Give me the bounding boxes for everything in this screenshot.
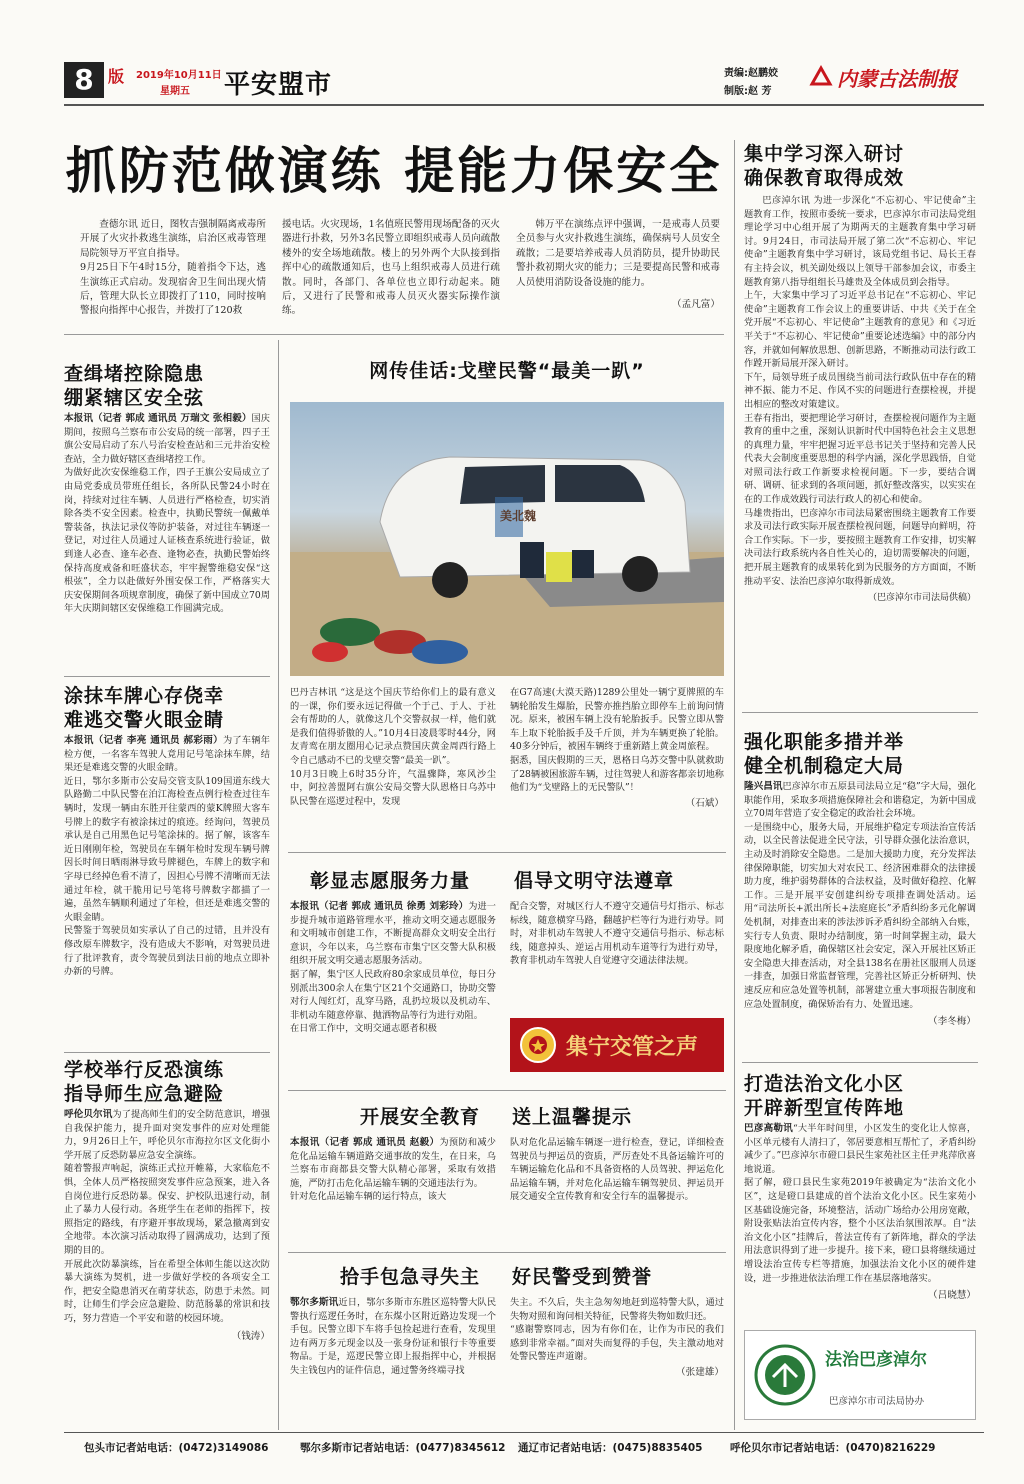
lead-col3-text: 韩万平在演练点评中强调，一是戒毒人员要全员参与火灾扑救逃生演练，确保病号人员安全疏散；二是要培养戒毒人员消防员，提升协助民警扑救初期火灾的能力；三是要提高民警和戒毒人员使用消防设备设施的能力。 — [516, 219, 720, 288]
photo-story-signature: （石斌） — [685, 797, 724, 809]
center-divider-3 — [288, 1252, 726, 1253]
footer-ordos: 鄂尔多斯市记者站电话：(0477)8345612 — [300, 1442, 506, 1454]
left3-body — [64, 1108, 270, 1326]
photo-story-col1: 巴丹吉林讯 “这是这个国庆节给你们上的最有意义的一课，你们要永远记得做一个于己、于人、于社会有帮助的人，就像这几个交警叔叔一样，他们就是我们值得骄傲的人。”10月4日凌晨零时44分，网友青鸾在朋友圈用心记录点赞国庆黄金周西行路上令自己感动不已的戈壁交警“最美一趴”。 10月3日晚上6时35分许，气温骤降，寒风沙尘中，阿拉善盟阿右旗公安局交警大队恩格日乌苏中队民警在巡逻过程中，发现 — [290, 687, 496, 807]
lost-col1-text: 近日，鄂尔多斯市东胜区巡特警大队民警执行巡逻任务时，在东煤小区附近路边发现一个手包。民警立即下车将手包捡起进行查看，发现里边有两万多元现金以及一张身份证和银行卡等重要物品。于是，巡逻民警立即上报指挥中心，并根据失主钱包内的证件信息，通过警务终端寻找 — [290, 1297, 497, 1376]
issue-date: 2019年10月11日 — [136, 70, 222, 81]
editor-name: 赵鹏姣 — [748, 68, 778, 79]
right3-byline: 巴彦高勒讯 — [744, 1123, 793, 1134]
editor-label: 责编: — [724, 68, 748, 79]
left2-byline: 本报讯（记者 李亮 通讯员 郝彩雨） — [64, 735, 223, 746]
justice-emblem-icon — [753, 1343, 817, 1407]
left3-byline: 呼伦贝尔讯 — [64, 1109, 113, 1120]
lost-col2-text: 失主。不久后，失主急匆匆地赶到巡特警大队，通过失物对照和询问相关特征，民警将失物如数归还。 “感谢警察同志，因为有你们在，让作为市民的我们感到非常幸福。”面对失而复得的手包，失主激动地对处警民警连声道谢。 — [510, 1297, 724, 1363]
lost-col2 — [510, 1296, 724, 1380]
law-bayannur-sub: 巴彦淖尔市司法局协办 — [829, 1396, 925, 1407]
left-divider-2 — [64, 1052, 270, 1053]
lead-col2-text: 援电话。火灾现场，1名值班民警用现场配备的灭火器进行扑救，另外3名民警立即组织戒毒人员向疏散楼外的安全场地疏散。楼上的另外两个大队接到指挥中心的疏散通知后，也马上组织戒毒人员进行疏散。同时，各部门、各单位也立即行动起来。随后，又进行了民警和戒毒人员灭火器实际操作演练。 — [282, 219, 500, 317]
left-column-rule — [278, 340, 279, 1430]
header-rule — [64, 104, 984, 106]
left2-title1: 涂抹车牌心存侥幸 — [64, 685, 225, 707]
left1-byline: 本报讯（记者 郭成 通讯员 万瑞文 张相毅） — [64, 413, 252, 424]
newspaper-logo — [809, 62, 984, 92]
center-divider-1 — [288, 852, 726, 853]
left2-text: 为了车辆年检方便，一名客车驾驶人竟用记号笔涂抹车牌，结果还是难逃交警的火眼金睛。 近日，鄂尔多斯市公安局交管支队109国道东线大队路勤二中队民警在泊江海检查点例行检查过往车辆时，发现一辆由东胜开往蒙西的蒙K牌照大客车号牌上的数字有被涂抹过的痕迹。经询问，驾驶员承认是自己用黑色记号笔涂抹的。据了解，该客车近日刚刚年检，驾驶员在车辆年检时发现车辆号牌因长时间日晒雨淋导致号牌褪色，车牌上的数字和字母已经掉色看不清了，因担心号牌不清晰而无法通过年检，就干脆用记号笔将号牌数字都描了一遍，虽然车辆顺利通过了年检，但还是难逃交警的火眼金睛。 民警鉴于驾驶员如实承认了自己的过错，且并没有修改原车牌数字，没有造成大不影响，对驾驶员进行了批评教育，责令驾驶员到法日前的地点立即补办新的号牌。 — [64, 735, 270, 978]
right-top-title2: 确保教育取得成效 — [744, 167, 905, 189]
volunteer-title: 彰显志愿服务力量 — [310, 870, 471, 892]
lead-col1 — [80, 218, 266, 319]
police-badge-icon — [518, 1025, 558, 1065]
right-top-article — [744, 142, 976, 603]
left3-signature: （钱涛） — [231, 1330, 270, 1342]
issue-weekday: 星期五 — [160, 86, 190, 97]
center-divider-2 — [288, 1090, 726, 1091]
right3-text: “大半年时间里，小区发生的变化让人惊喜，小区单元楼有人清扫了，邻居要意相互帮忙了，矛盾纠纷减少了。”巴彦淖尔市磴口县民生家苑社区主任尹兆萍欣喜地说道。 据了解，磴口县民生家苑2019年被确定为“法治文化小区”，这是磴口县建成的首个法治文化小区。民生家苑小区基础设施完备，环境整洁，活动广场给办公用房宽敞，附设张贴法治宣传内容，整个小区法治氛围浓厚。自“法治文化小区”挂牌后，普法宣传有了新阵地，群众的学法用法意识得到了进一步提升。接下来，磴口县将继续通过增设法治宣传专栏等措施，加强法治文化小区的硬件建设，进一步推进依法治理工作在基层落地落实。 — [744, 1123, 977, 1284]
right-article-3 — [744, 1072, 976, 1301]
photo-story-col2 — [510, 686, 724, 810]
volunteer-col1-text: 为进一步提升城市道路管理水平，推动文明交通志愿服务和文明城市创建工作，不断提高群众文明安全出行意识，今年以来，乌兰察布市集宁区交警大队积极组织开展文明交通志愿服务活动。 据了解，集宁区人民政府80余家成员单位，每日分别派出300余人在集宁区21个交通路口，协助交警对行人闯红灯，乱穿马路，乱扔垃圾以及机动车、非机动车随意停靠、抛洒物品等行为进行劝阻。 在日常工作中，文明交通志愿者积极 — [290, 901, 496, 1035]
lead-col3 — [516, 218, 720, 312]
news-photo-illustration — [290, 402, 724, 676]
left-article-3 — [64, 1058, 270, 1342]
news-photo — [290, 402, 724, 676]
safety-title: 开展安全教育 — [360, 1106, 481, 1128]
left1-title1: 查缉堵控除隐患 — [64, 363, 205, 385]
lost-signature: （张建雄） — [676, 1366, 724, 1378]
left1-body — [64, 412, 270, 616]
left1-title2: 绷紧辖区安全弦 — [64, 387, 205, 409]
left1-text: 国庆期间，按照乌兰察布市公安局的统一部署，四子王旗公安局启动了东八号治安检查站和三元井治安检查站，全力做好辖区查缉堵控工作。 为做好此次安保维稳工作，四子王旗公安局成立了由局党委成员带班任组长，各所队民警24小时在岗，持续对过往车辆、人员进行严格检查，切实消除各类不安全因素。检查中，执勤民警统一佩戴单警装备，执法记录仪等防护装备，对过往车辆逐一登记，对过往人员通过人证核查系统进行验证，做到逢人必查、逢车必查、逢物必查，执勤民警始终保持高度戒备和旺盛状态，牢牢握警维稳安保“这根弦”，全力以赴做好外围安保工作，严格落实大庆安保期间各项规章制度，确保了新中国成立70周年大庆期间辖区安保维稳工作圆满完成。 — [64, 413, 270, 615]
lost-title: 拾手包急寻失主 — [340, 1266, 481, 1288]
safety-title-right: 送上温馨提示 — [512, 1106, 633, 1128]
jining-traffic-banner — [510, 1018, 724, 1072]
footer-baotou: 包头市记者站电话：(0472)3149086 — [84, 1442, 269, 1454]
lead-headline: 抓防范做演练 提能力保安全 — [65, 142, 723, 200]
newspaper-name: 内蒙古法制报 — [837, 67, 957, 91]
right-divider-2 — [742, 1062, 978, 1063]
volunteer-col2: 配合交警，对城区行人不遵守交通信号灯指示、标志标线，随意横穿马路，翻越护栏等行为进行劝导。同时，对非机动车驾驶人不遵守交通信号指示、标志标线，随意掉头、逆运占用机动车道等行为进行劝导，教育非机动车驾驶人自觉遵守交通法律法规。 — [510, 901, 724, 967]
right3-title1: 打造法治文化小区 — [744, 1073, 905, 1095]
right-article-2 — [744, 730, 976, 1027]
footer-tongliao: 通辽市记者站电话：(0475)8835405 — [518, 1442, 703, 1454]
volunteer-title-right: 倡导文明守法遵章 — [514, 870, 675, 892]
left-article-1 — [64, 362, 270, 616]
right2-body — [744, 780, 976, 1011]
right3-signature: （吕晓慧） — [928, 1290, 976, 1302]
right-column-rule — [734, 140, 735, 1430]
law-bayannur-title: 法治巴彦淖尔 — [825, 1350, 927, 1370]
footer-hulunbuir: 呼伦贝尔市记者站电话：(0470)8216229 — [730, 1442, 936, 1454]
left3-title2: 指导师生应急避险 — [64, 1083, 225, 1105]
footer — [84, 1440, 984, 1460]
producer-label: 制版: — [724, 86, 748, 97]
right-top-title1: 集中学习深入研讨 — [744, 143, 905, 165]
van-text: 美北魏 — [500, 509, 537, 523]
lost-byline: 鄂尔多斯讯 — [290, 1297, 339, 1308]
right3-title2: 开辟新型宣传阵地 — [744, 1097, 905, 1119]
photo-story-col2-text: 在G7高速(大漠天路)1289公里处一辆宁夏牌照的车辆轮胎发生爆胎，民警亦推挡胎立即停车上前询问情况。原来，被困车辆上没有轮胎扳手。民警立即从警车上取下轮胎扳手及千斤顶，并为车辆更换了轮胎。40多分钟后，被困车辆终于重新踏上黄金周旅程。 据悉，国庆假期的三天，恩格日乌苏交警中队就救助了28辆被困旅游车辆，过往驾驶人和游客都亲切地称他们为“戈壁路上的无民警队”！ — [510, 687, 724, 794]
right-top-body: 巴彦淖尔讯 为进一步深化“不忘初心、牢记使命”主题教育工作，按照市委统一要求，巴彦淖尔市司法局党组理论学习中心组开展了为期两天的主题教育集中学习研讨。9月24日，市司法局开展了第二次“不忘初心、牢记使命”主题教育集中学习研讨，该局党组书记、局长王春有主持会议，机关副处级以上领导干部参加会议，市委主题教育第八指导组组长马雄贵及全体成员到会指导。 上午，大家集中学习了习近平总书记在“不忘初心、牢记使命”主题教育工作会议上的重要讲话、中共《关于在全党开展“不忘初心、牢记使命”主题教育的意见》和《习近平关于“不忘初心、牢记使命”重要论述选编》中的部分内容，并就如何解放思想、创新思路，不断推动司法行政工作蹚开新局展开深入研讨。 下午，局领导班子成员围绕当前司法行政队伍中存在的精神不振、能力不足、作风不实的问题进行查摆检视，并提出相应的整改对策建议。 王春有指出，要把理论学习研讨，查摆检视问题作为主题教育的重中之重，深刻认识新时代中国特色社会主义思想的真理力量，牢牢把握习近平总书记关于坚持和完善人民代表大会制度重要思想的科学内涵，深化学思践悟，自觉对照司法行政工作新要求检视问题。下一步，要结合调研、调研、征求到的各项问题，抓好整改落实，以实实在在的工作成效践行司法行政人的初心和使命。 马雄贵指出，巴彦淖尔市司法局紧密围绕主题教育工作要求及司法行政实际开展查摆检视问题，问题导向鲜明，符合工作实际。下一步，要按照主题教育工作安排，切实解决司法行政系统内各自性关心的，迫切需要解决的问题，把开展主题教育的成果转化到为民服务的方方面面，不断推动平安、法治巴彦淖尔取得新成效。 — [744, 195, 976, 587]
producer-name: 赵 芳 — [748, 86, 772, 97]
lost-col1 — [290, 1296, 496, 1378]
lead-signature: （孟凡富） — [672, 299, 720, 311]
right-divider-1 — [742, 712, 978, 713]
law-bayannur-logo-box — [744, 1330, 976, 1420]
safety-col2: 队对危化品运输车辆逐一进行检查，登记，详细检查驾驶员与押运员的资质，严厉查处不具备运输许可的车辆运输危化品和不具备资格的人员驾驶、押运危化品运输车辆，并对危化品运输车辆驾驶员、押运员开展交通安全宣传教育和安全行车的温馨提示。 — [510, 1137, 724, 1203]
lead-col2 — [282, 218, 500, 319]
editor-credit — [724, 64, 778, 79]
lead-col1-text: 查德尔讯 近日，图牧吉强制隔离戒毒所开展了火灾扑救逃生演练，启治区戒毒管理局院领导万平宣自指导。 9月25日下午4时15分，随着指令下达，逃生演练正式启动。发现宿舍卫生间出现火情后，管理大队长立即拨打了110，同时按响警报向指挥中心报告，并拨打了120救 — [80, 219, 266, 317]
right2-title2: 健全机制稳定大局 — [744, 755, 905, 777]
page-header — [64, 62, 984, 108]
left3-title1: 学校举行反恐演练 — [64, 1059, 225, 1081]
right3-body — [744, 1122, 976, 1285]
left2-title2: 难逃交警火眼金睛 — [64, 709, 225, 731]
section-title: 平安盟市 — [224, 70, 333, 100]
lead-bottom-rule — [64, 334, 724, 335]
right2-signature: （李冬梅） — [928, 1016, 976, 1028]
left2-body — [64, 734, 270, 979]
left-article-2 — [64, 684, 270, 979]
left3-text: 为了提高师生们的安全防范意识，增强自我保护能力，提升面对突发事件的应对处理能力，9月26日上午，呼伦贝尔市海拉尔区文化街小学开展了反恐防暴应急安全演练。 随着警报声响起，演练正式拉开帷幕，大家临危不惧，全体人员严格按照突发事件应急预案，进入各自岗位进行反恐防暴。保安、护校队迅速行动，制止了暴力人侵行动。各班学生在老师的指挥下，按照指定的路线，有序避开事故现场，紧急撤离到安全地带。本次演习活动取得了圆满成功，达到了预期的目的。 开展此次防暴演练，旨在希望全体师生能以这次防暴大演练为契机，进一步做好学校的各项安全工作，把安全隐患消灭在萌芽状态，防患于未然。同时，让师生们学会应急避险、防范肠暴的常识和技巧，努力营造一个平安和谐的校园环境。 — [64, 1109, 271, 1324]
page-number: 8 — [64, 62, 104, 98]
volunteer-byline: 本报讯（记者 郭成 通讯员 徐勇 刘彩玲） — [290, 901, 469, 912]
footer-rule — [64, 1432, 984, 1433]
photo-story-title: 网传佳话:戈壁民警“最美一趴” — [369, 360, 645, 382]
lost-title-right: 好民警受到赞誉 — [512, 1266, 653, 1288]
safety-byline: 本报讯（记者 郭成 通讯员 赵毅） — [290, 1137, 440, 1148]
lost-article — [290, 1258, 724, 1288]
newspaper-logo-icon — [809, 64, 833, 88]
left-divider-1 — [64, 676, 270, 677]
safety-article — [290, 1098, 724, 1128]
right2-title1: 强化职能多措并举 — [744, 731, 905, 753]
page-ban: 版 — [108, 67, 125, 86]
right2-text: 巴彦淖尔市五原县司法局立足“稳”字大局，强化职能作用，采取多项措施保障社会和谐稳定，为新中国成立70周年营造了安全稳定的政治社会环境。 一是围绕中心，服务大局，开展维护稳定专项法治宣传活动，以全民普法促进全民守法，引导群众强化法治意识，主动及时消除安全隐患。二是加大援助力度，充分发挥法律保障职能，切实加大对农民工、经济困难群众的法律援助力度，维护弱势群体的合法权益，及时做好稳控、化解工作。三是开展平安创建纠纷专项排查调处活动。运用“司法所长+派出所长+法庭庭长”矛盾纠纷多元化解调处机制，对排查出来的涉法涉诉矛盾纠纷全部纳入台账，实行专人负责、限时办结制度，第一时间掌握主动，最大限度地化解矛盾，确保辖区社会安定，深入开展社区矫正安全隐患大排查活动，对全县138名在册社区服刑人员逐一排查，加强日常监督管理，完善社区矫正分析研判、快速反应和应急处置等机制，部署建立重大事项报告制度和应急处置制度，确保矫治有力、处置迅速。 — [744, 781, 976, 1010]
right2-byline: 隆兴昌讯 — [744, 781, 783, 792]
producer-credit — [724, 82, 771, 97]
safety-col1-text: 为预防和减少危化品运输车辆道路交通事故的发生，在日来，乌兰察布市商都县交警大队精心部署，采取有效措施，严防打击危化品运输车辆的交通违法行为。 针对危化品运输车辆的运行特点，该大 — [290, 1137, 496, 1203]
safety-col1 — [290, 1136, 496, 1204]
volunteer-col1 — [290, 900, 496, 1036]
banner-text: 集宁交管之声 — [566, 1035, 699, 1060]
right-top-signature: （巴彦淖尔市司法局供稿） — [867, 593, 976, 604]
